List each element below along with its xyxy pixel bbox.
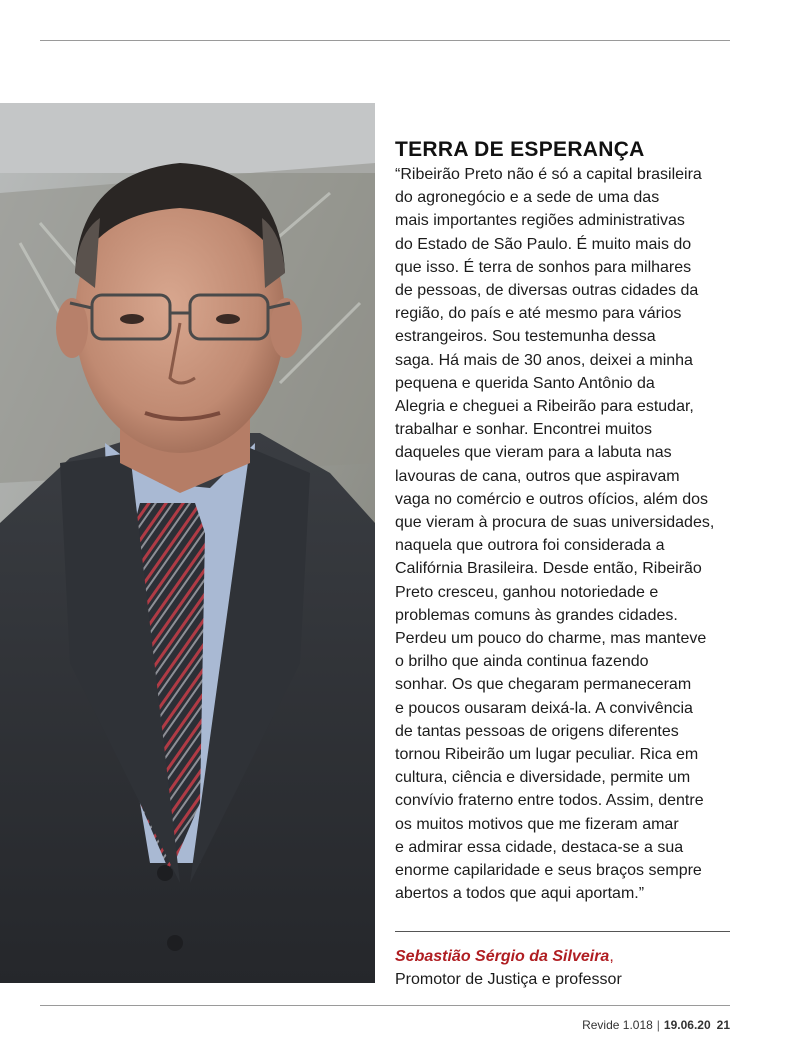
article-line: cultura, ciência e diversidade, permite um	[395, 769, 691, 787]
article-line: o brilho que ainda continua fazendo	[395, 653, 649, 671]
article-column	[395, 137, 730, 906]
footer-separator: |	[656, 1018, 660, 1032]
article-line: lavouras de cana, outros que aspiravam	[395, 467, 680, 485]
author-name: Sebastião Sérgio da Silveira	[395, 948, 610, 965]
signature-block	[395, 945, 730, 991]
article-line: que vieram à procura de suas universidades,	[395, 514, 715, 532]
page-number: 21	[716, 1018, 730, 1032]
article-line: sonhar. Os que chegaram permaneceram	[395, 676, 692, 694]
article-line: e admirar essa cidade, destaca-se a sua	[395, 838, 684, 856]
article-line: mais importantes regiões administrativas	[395, 212, 685, 230]
article-line: que isso. É terra de sonhos para milhares	[395, 258, 692, 276]
article-line: Perdeu um pouco do charme, mas manteve	[395, 630, 707, 648]
article-line: região, do país e até mesmo para vários	[395, 305, 682, 323]
article-line: problemas comuns às grandes cidades.	[395, 606, 678, 624]
article-line: Califórnia Brasileira. Desde então, Ribeirão	[395, 560, 702, 578]
top-rule	[40, 40, 730, 41]
article-line: do agronegócio e a sede de uma das	[395, 189, 660, 207]
article-line: naquela que outrora foi considerada a	[395, 537, 665, 555]
article-line: estrangeiros. Sou testemunha dessa	[395, 328, 656, 346]
article-line: do Estado de São Paulo. É muito mais do	[395, 235, 692, 253]
article-line: e poucos ousaram deixá-la. A convivência	[395, 699, 693, 717]
article-line: daqueles que vieram para a labuta nas	[395, 444, 672, 462]
author-role: Promotor de Justiça e professor	[395, 971, 622, 988]
article-line: convívio fraterno entre todos. Assim, dentre	[395, 792, 704, 810]
article-line: “Ribeirão Preto não é só a capital brasileira	[395, 166, 702, 183]
article-line: vaga no comércio e outros ofícios, além dos	[395, 490, 709, 508]
article-line: Preto cresceu, ganhou notoriedade e	[395, 583, 659, 601]
article-line: tornou Ribeirão um lugar peculiar. Rica em	[395, 746, 699, 764]
article-line: trabalhar e sonhar. Encontrei muitos	[395, 421, 653, 439]
article-line: saga. Há mais de 30 anos, deixei a minha	[395, 351, 693, 369]
article-line: abertos a todos que aqui aportam.”	[395, 885, 645, 903]
article-line: enorme capilaridade e seus braços sempre	[395, 862, 702, 880]
signature-rule	[395, 931, 730, 932]
article-line: de pessoas, de diversas outras cidades da	[395, 282, 699, 300]
article-line: os muitos motivos que me fizeram amar	[395, 815, 679, 833]
bottom-rule	[40, 1005, 730, 1006]
issue-date: 19.06.20	[663, 1018, 711, 1032]
page-footer	[582, 1018, 730, 1032]
article-title: TERRA DE ESPERANÇA	[395, 138, 645, 161]
article-line: de tantas pessoas de origens diferentes	[395, 722, 679, 740]
article-body	[395, 163, 730, 906]
article-line: pequena e querida Santo Antônio da	[395, 374, 655, 392]
author-comma: ,	[609, 948, 614, 965]
portrait-photo	[0, 103, 375, 983]
publication-label: Revide 1.018	[582, 1018, 653, 1032]
article-line: Alegria e cheguei a Ribeirão para estudar,	[395, 398, 694, 416]
